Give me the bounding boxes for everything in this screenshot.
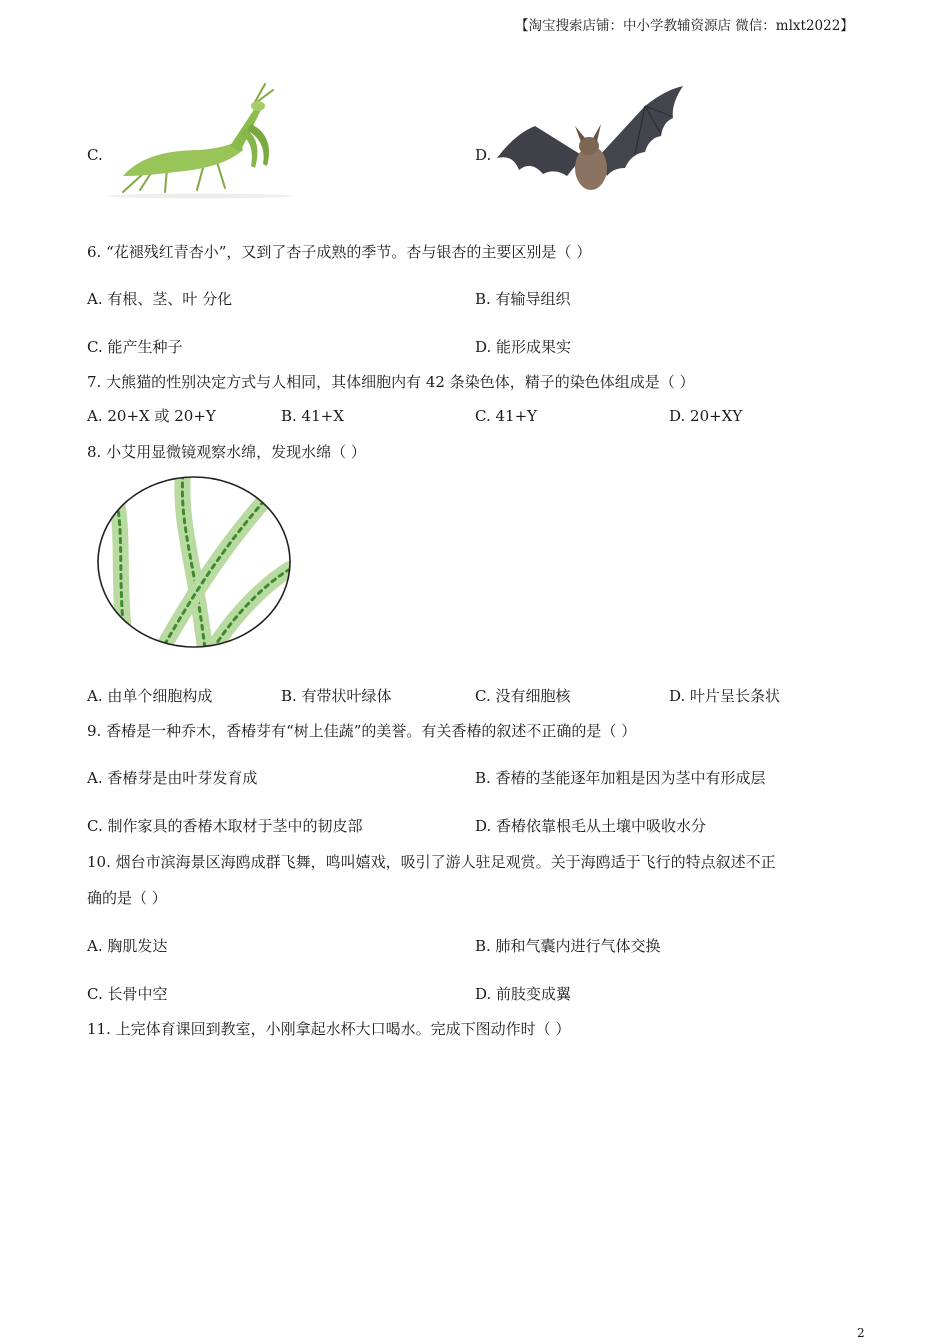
q9-option-a: A. 香椿芽是由叶芽发育成 xyxy=(87,769,258,787)
q6-option-c: C. 能产生种子 xyxy=(87,338,183,356)
q9-stem: 9. 香椿是一种乔木，香椿芽有“树上佳蔬”的美誉。有关香椿的叙述不正确的是（ ） xyxy=(87,722,637,740)
q6-option-a: A. 有根、茎、叶 分化 xyxy=(87,290,233,308)
q8-option-a: A. 由单个细胞构成 xyxy=(87,687,213,705)
q8-option-c: C. 没有细胞核 xyxy=(475,687,571,705)
spirogyra-microscope-image xyxy=(95,474,293,650)
q6-stem: 6. “花褪残红青杏小”，又到了杏子成熟的季节。杏与银杏的主要区别是（ ） xyxy=(87,243,592,261)
q11-stem: 11. 上完体育课回到教室，小刚拿起水杯大口喝水。完成下图动作时（ ） xyxy=(87,1020,571,1038)
page-number: 2 xyxy=(857,1326,865,1340)
q8-option-b: B. 有带状叶绿体 xyxy=(281,687,392,705)
q8-stem: 8. 小艾用显微镜观察水绵，发现水绵（ ） xyxy=(87,443,366,461)
q10-option-c: C. 长骨中空 xyxy=(87,985,168,1003)
q7-option-c: C. 41+Y xyxy=(475,407,538,425)
mantis-image xyxy=(105,80,300,200)
q9-option-b: B. 香椿的茎能逐年加粗是因为茎中有形成层 xyxy=(475,769,766,787)
q10-option-b: B. 肺和气囊内进行气体交换 xyxy=(475,937,661,955)
q10-stem-line1: 10. 烟台市滨海景区海鸥成群飞舞，鸣叫嬉戏，吸引了游人驻足观赏。关于海鸥适于飞行的特点叙述不正 xyxy=(87,853,776,871)
bat-image xyxy=(495,84,685,199)
q9-option-c: C. 制作家具的香椿木取材于茎中的韧皮部 xyxy=(87,817,363,835)
q7-option-a: A. 20+X 或 20+Y xyxy=(87,407,216,425)
q7-option-b: B. 41+X xyxy=(281,407,344,425)
q7-option-d: D. 20+XY xyxy=(669,407,743,425)
q10-stem-line2: 确的是（ ） xyxy=(87,889,167,907)
q6-option-b: B. 有输导组织 xyxy=(475,290,571,308)
q5-option-d-label: D. xyxy=(475,146,492,164)
page-header: 【淘宝搜索店铺：中小学教辅资源店 微信：mlxt2022】 xyxy=(515,18,854,34)
q7-stem: 7. 大熊猫的性别决定方式与人相同，其体细胞内有 42 条染色体，精子的染色体组成是（ ） xyxy=(87,373,695,391)
q5-option-c-label: C. xyxy=(87,146,103,164)
q8-option-d: D. 叶片呈长条状 xyxy=(669,687,781,705)
q10-option-a: A. 胸肌发达 xyxy=(87,937,168,955)
q10-option-d: D. 前肢变成翼 xyxy=(475,985,572,1003)
q6-option-d: D. 能形成果实 xyxy=(475,338,572,356)
q9-option-d: D. 香椿依靠根毛从土壤中吸收水分 xyxy=(475,817,707,835)
